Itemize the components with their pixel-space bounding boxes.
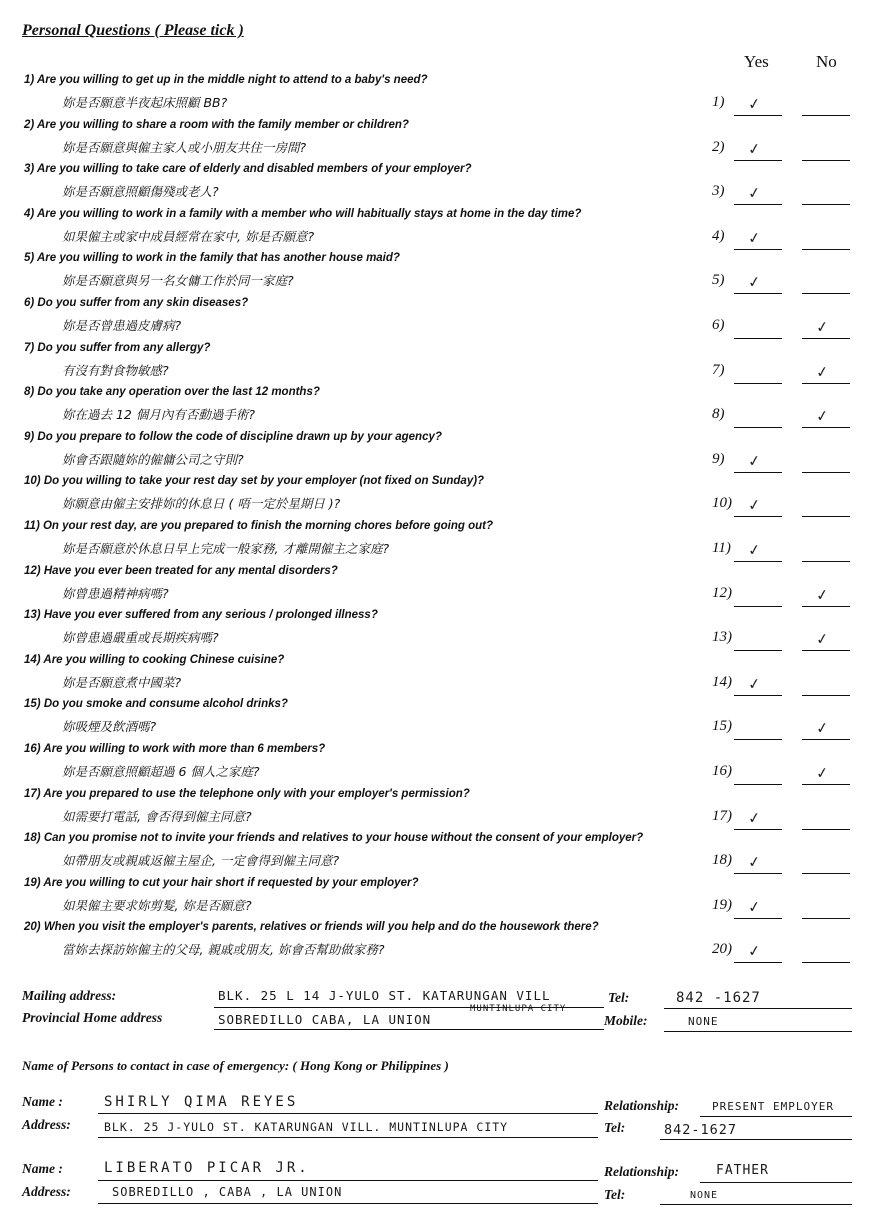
answer-no-box[interactable] [802,97,850,116]
answer-no-box[interactable] [802,677,850,696]
mailing-address-line [214,1006,604,1008]
question-chinese: 妳是否願意煮中國菜? [62,674,182,690]
answer-yes-box[interactable] [734,228,782,250]
answer-yes-box[interactable] [734,451,782,473]
answer-no-box[interactable] [802,811,850,830]
answer-number: 17) [712,807,732,824]
question-english: 11) On your rest day, are you prepared to finish the morning chores before going out? [24,520,494,532]
question-english: 10) Do you willing to take your rest day set by your employer (not fixed on Sunday)? [24,475,485,488]
answer-no-box[interactable] [802,498,850,517]
question-english: 6) Do you suffer from any skin diseases? [24,297,249,309]
answer-number: 18) [712,852,732,869]
answer-number: 6) [712,317,725,333]
contact-relationship-label: Relationship: [604,1164,680,1179]
contact-tel-label: Tel: [604,1120,626,1135]
answer-no-box[interactable] [802,763,850,785]
question-english: 19) Are you willing to cut your hair short if requested by your employer? [24,876,419,889]
question-chinese: 如果僱主或家中成員經常在家中, 妳是否願意? [62,228,315,244]
tick-mark-icon: ✓ [746,228,762,248]
answer-yes-box[interactable] [734,495,782,517]
question-chinese: 妳曾患過嚴重或長期疾病嗎? [62,630,219,646]
contact-relationship-value: PRESENT EMPLOYER [712,1100,834,1113]
question-chinese: 如需要打電話, 會否得到僱主同意? [62,808,252,824]
tick-mark-icon: ✓ [814,718,830,739]
mailing-address-value-2: MUNTINLUPA CITY [470,1004,567,1014]
tick-mark-icon: ✓ [746,807,762,828]
answer-no-box[interactable] [802,231,850,250]
tick-mark-icon: ✓ [746,852,762,872]
question-english: 17) Are you prepared to use the telephone only with your employer's permission? [24,787,470,800]
answer-number: 5) [712,272,725,289]
mailing-address-value: BLK. 25 L 14 J-YULO ST. KATARUNGAN VILL [218,988,551,1003]
answer-number: 16) [712,763,732,779]
mobile-label: Mobile: [604,1013,648,1028]
tel-label: Tel: [608,990,630,1005]
question-chinese: 妳是否願意於休息日早上完成一般家務, 才離開僱主之家庭? [62,541,390,556]
answer-number: 13) [712,629,732,646]
answer-no-box[interactable] [802,406,850,428]
question-english: 3) Are you willing to take care of elderly and disabled members of your employer? [24,163,472,176]
tick-mark-icon: ✓ [746,897,762,917]
answer-yes-box[interactable] [734,632,782,651]
answer-yes-box[interactable] [734,897,782,919]
tick-mark-icon: ✓ [814,317,830,337]
mailing-address-label: Mailing address: [22,988,117,1003]
contact-tel-value: NONE [690,1190,719,1201]
answer-yes-box[interactable] [734,409,782,428]
question-english: 9) Do you prepare to follow the code of discipline drawn up by your agency? [24,430,442,443]
question-english: 4) Are you willing to work in a family with a member who will habitually stays at home in the day time? [24,207,582,220]
answer-yes-box[interactable] [734,721,782,740]
tick-mark-icon: ✓ [746,495,762,516]
tick-mark-icon: ✓ [814,763,830,783]
answer-number: 3) [712,183,725,200]
yes-column-label: Yes [744,52,769,71]
question-chinese: 妳吸煙及飲酒嗎? [62,719,157,735]
question-english: 8) Do you take any operation over the last 12 months? [24,386,320,399]
question-chinese: 妳會否跟隨妳的僱傭公司之守則? [62,451,244,467]
contact-address-line [98,1202,598,1204]
tick-mark-icon: ✓ [746,272,762,293]
answer-no-box[interactable] [802,944,850,963]
question-chinese: 妳是否曾患過皮膚病? [62,318,182,333]
answer-number: 10) [712,495,732,512]
provincial-address-value: SOBREDILLO CABA, LA UNION [218,1012,432,1027]
answer-no-box[interactable] [802,855,850,874]
tel-value: 842 -1627 [676,990,761,1006]
answer-number: 7) [712,361,725,378]
answer-no-box[interactable] [802,317,850,339]
contact-name-value: LIBERATO PICAR JR. [104,1160,310,1176]
provincial-address-line [214,1028,604,1030]
answer-no-box[interactable] [802,142,850,161]
answer-no-box[interactable] [802,543,850,562]
question-chinese: 妳是否願意半夜起床照顧 BB? [62,95,228,110]
question-chinese: 妳在過去 12 個月內有否動過手術? [62,407,255,423]
tick-mark-icon: ✓ [746,183,762,203]
question-english: 16) Are you willing to work with more than 6 members? [24,743,326,755]
answer-no-box[interactable] [802,718,850,740]
question-chinese: 妳曾患過精神病嗎? [62,585,169,601]
question-chinese: 當妳去探訪妳僱主的父母, 親戚或朋友, 妳會否幫助做家務? [62,942,385,958]
answer-number: 14) [712,673,732,690]
question-english: 1) Are you willing to get up in the middle night to attend to a baby's need? [24,74,428,86]
question-english: 5) Are you willing to work in the family that has another house maid? [24,252,400,265]
contact-address-value: BLK. 25 J-YULO ST. KATARUNGAN VILL. MUNTINLUPA CITY [104,1120,509,1134]
contact-tel-value: 842-1627 [664,1122,738,1138]
answer-number: 19) [712,896,732,913]
answer-number: 1) [712,94,725,110]
answer-yes-box[interactable] [734,766,782,785]
answer-yes-box[interactable] [734,941,782,963]
answer-number: 2) [712,138,725,155]
question-english: 7) Do you suffer from any allergy? [24,341,211,354]
answer-no-box[interactable] [802,629,850,651]
answer-yes-box[interactable] [734,183,782,205]
answer-number: 8) [712,406,725,423]
question-chinese: 妳是否願意照顧超過 6 個人之家庭? [62,764,260,779]
contact-relationship-value: FATHER [716,1163,769,1178]
tel-line [664,1007,852,1009]
contact-name-label: Name : [22,1161,63,1176]
answer-no-box[interactable] [802,584,850,607]
contact-tel-label: Tel: [604,1187,626,1202]
answer-number: 4) [712,227,725,244]
emergency-heading: Name of Persons to contact in case of emergency: ( Hong Kong or Philippines ) [22,1058,449,1073]
question-english: 12) Have you ever been treated for any mental disorders? [24,564,338,577]
question-english: 14) Are you willing to cooking Chinese cuisine? [24,653,285,666]
question-chinese: 有沒有對食物敏感? [62,362,169,378]
answer-yes-box[interactable] [734,852,782,874]
answer-number: 11) [712,540,731,556]
contact-name-line [98,1179,598,1181]
answer-no-box[interactable] [802,900,850,919]
no-column-label: No [816,52,837,71]
tick-mark-icon: ✓ [746,138,762,159]
question-english: 15) Do you smoke and consume alcohol drinks? [24,698,288,711]
contact-relationship-line [700,1115,852,1117]
contact-address-value: SOBREDILLO , CABA , LA UNION [112,1185,343,1199]
question-english: 18) Can you promise not to invite your friends and relatives to your house without the consent of your employer? [24,832,644,845]
tick-mark-icon: ✓ [746,941,762,962]
answer-yes-box[interactable] [734,272,782,294]
provincial-address-label: Provincial Home address [22,1010,163,1025]
question-chinese: 妳是否願意照顧傷殘或老人? [62,184,219,200]
question-english: 13) Have you ever suffered from any serious / prolonged illness? [24,609,378,622]
contact-address-line [98,1136,598,1138]
answer-yes-box[interactable] [734,540,782,562]
question-chinese: 妳是否願意與另一名女傭工作於同一家庭? [62,273,294,289]
tick-mark-icon: ✓ [814,361,830,382]
question-chinese: 如果僱主要求妳剪髮, 妳是否願意? [62,897,252,913]
question-english: 2) Are you willing to share a room with the family member or children? [24,118,409,131]
answer-no-box[interactable] [802,186,850,205]
tick-mark-icon: ✓ [814,629,830,649]
contact-relationship-line [700,1181,852,1183]
contact-name-label: Name : [22,1094,63,1109]
question-chinese: 妳是否願意與僱主家人或小朋友共住一房間? [62,139,307,155]
answer-no-box[interactable] [802,361,850,384]
contact-tel-line [660,1203,852,1205]
tick-mark-icon: ✓ [746,94,762,114]
contact-relationship-label: Relationship: [604,1098,680,1113]
tick-mark-icon: ✓ [746,451,762,471]
question-chinese: 妳願意由僱主安排妳的休息日 ( 唔一定於星期日 )? [62,496,341,512]
mobile-value: NONE [688,1015,719,1028]
contact-name-value: SHIRLY QIMA REYES [104,1094,299,1110]
contact-address-label: Address: [22,1184,71,1199]
contact-tel-line [660,1138,852,1140]
answer-no-box[interactable] [802,275,850,294]
answer-number: 12) [712,584,732,601]
contact-address-label: Address: [22,1117,71,1132]
answer-yes-box[interactable] [734,365,782,384]
answer-yes-box[interactable] [734,588,782,607]
question-chinese: 如帶朋友或親戚返僱主屋企, 一定會得到僱主同意? [62,853,340,869]
answer-no-box[interactable] [802,454,850,473]
answer-yes-box[interactable] [734,320,782,339]
answer-number: 9) [712,450,725,467]
tick-mark-icon: ✓ [746,540,762,560]
answer-yes-box[interactable] [734,138,782,161]
answer-number: 20) [712,941,732,958]
tick-mark-icon: ✓ [746,674,762,694]
page-title: Personal Questions ( Please tick ) [22,22,244,39]
contact-name-line [98,1112,598,1114]
tick-mark-icon: ✓ [814,584,830,605]
answer-yes-box[interactable] [734,807,782,830]
answer-yes-box[interactable] [734,94,782,116]
tick-mark-icon: ✓ [814,406,830,426]
question-english: 20) When you visit the employer's parents, relatives or friends will you help and do the housework there? [24,921,599,934]
answer-yes-box[interactable] [734,674,782,696]
answer-number: 15) [712,718,732,735]
mobile-line [664,1030,852,1032]
